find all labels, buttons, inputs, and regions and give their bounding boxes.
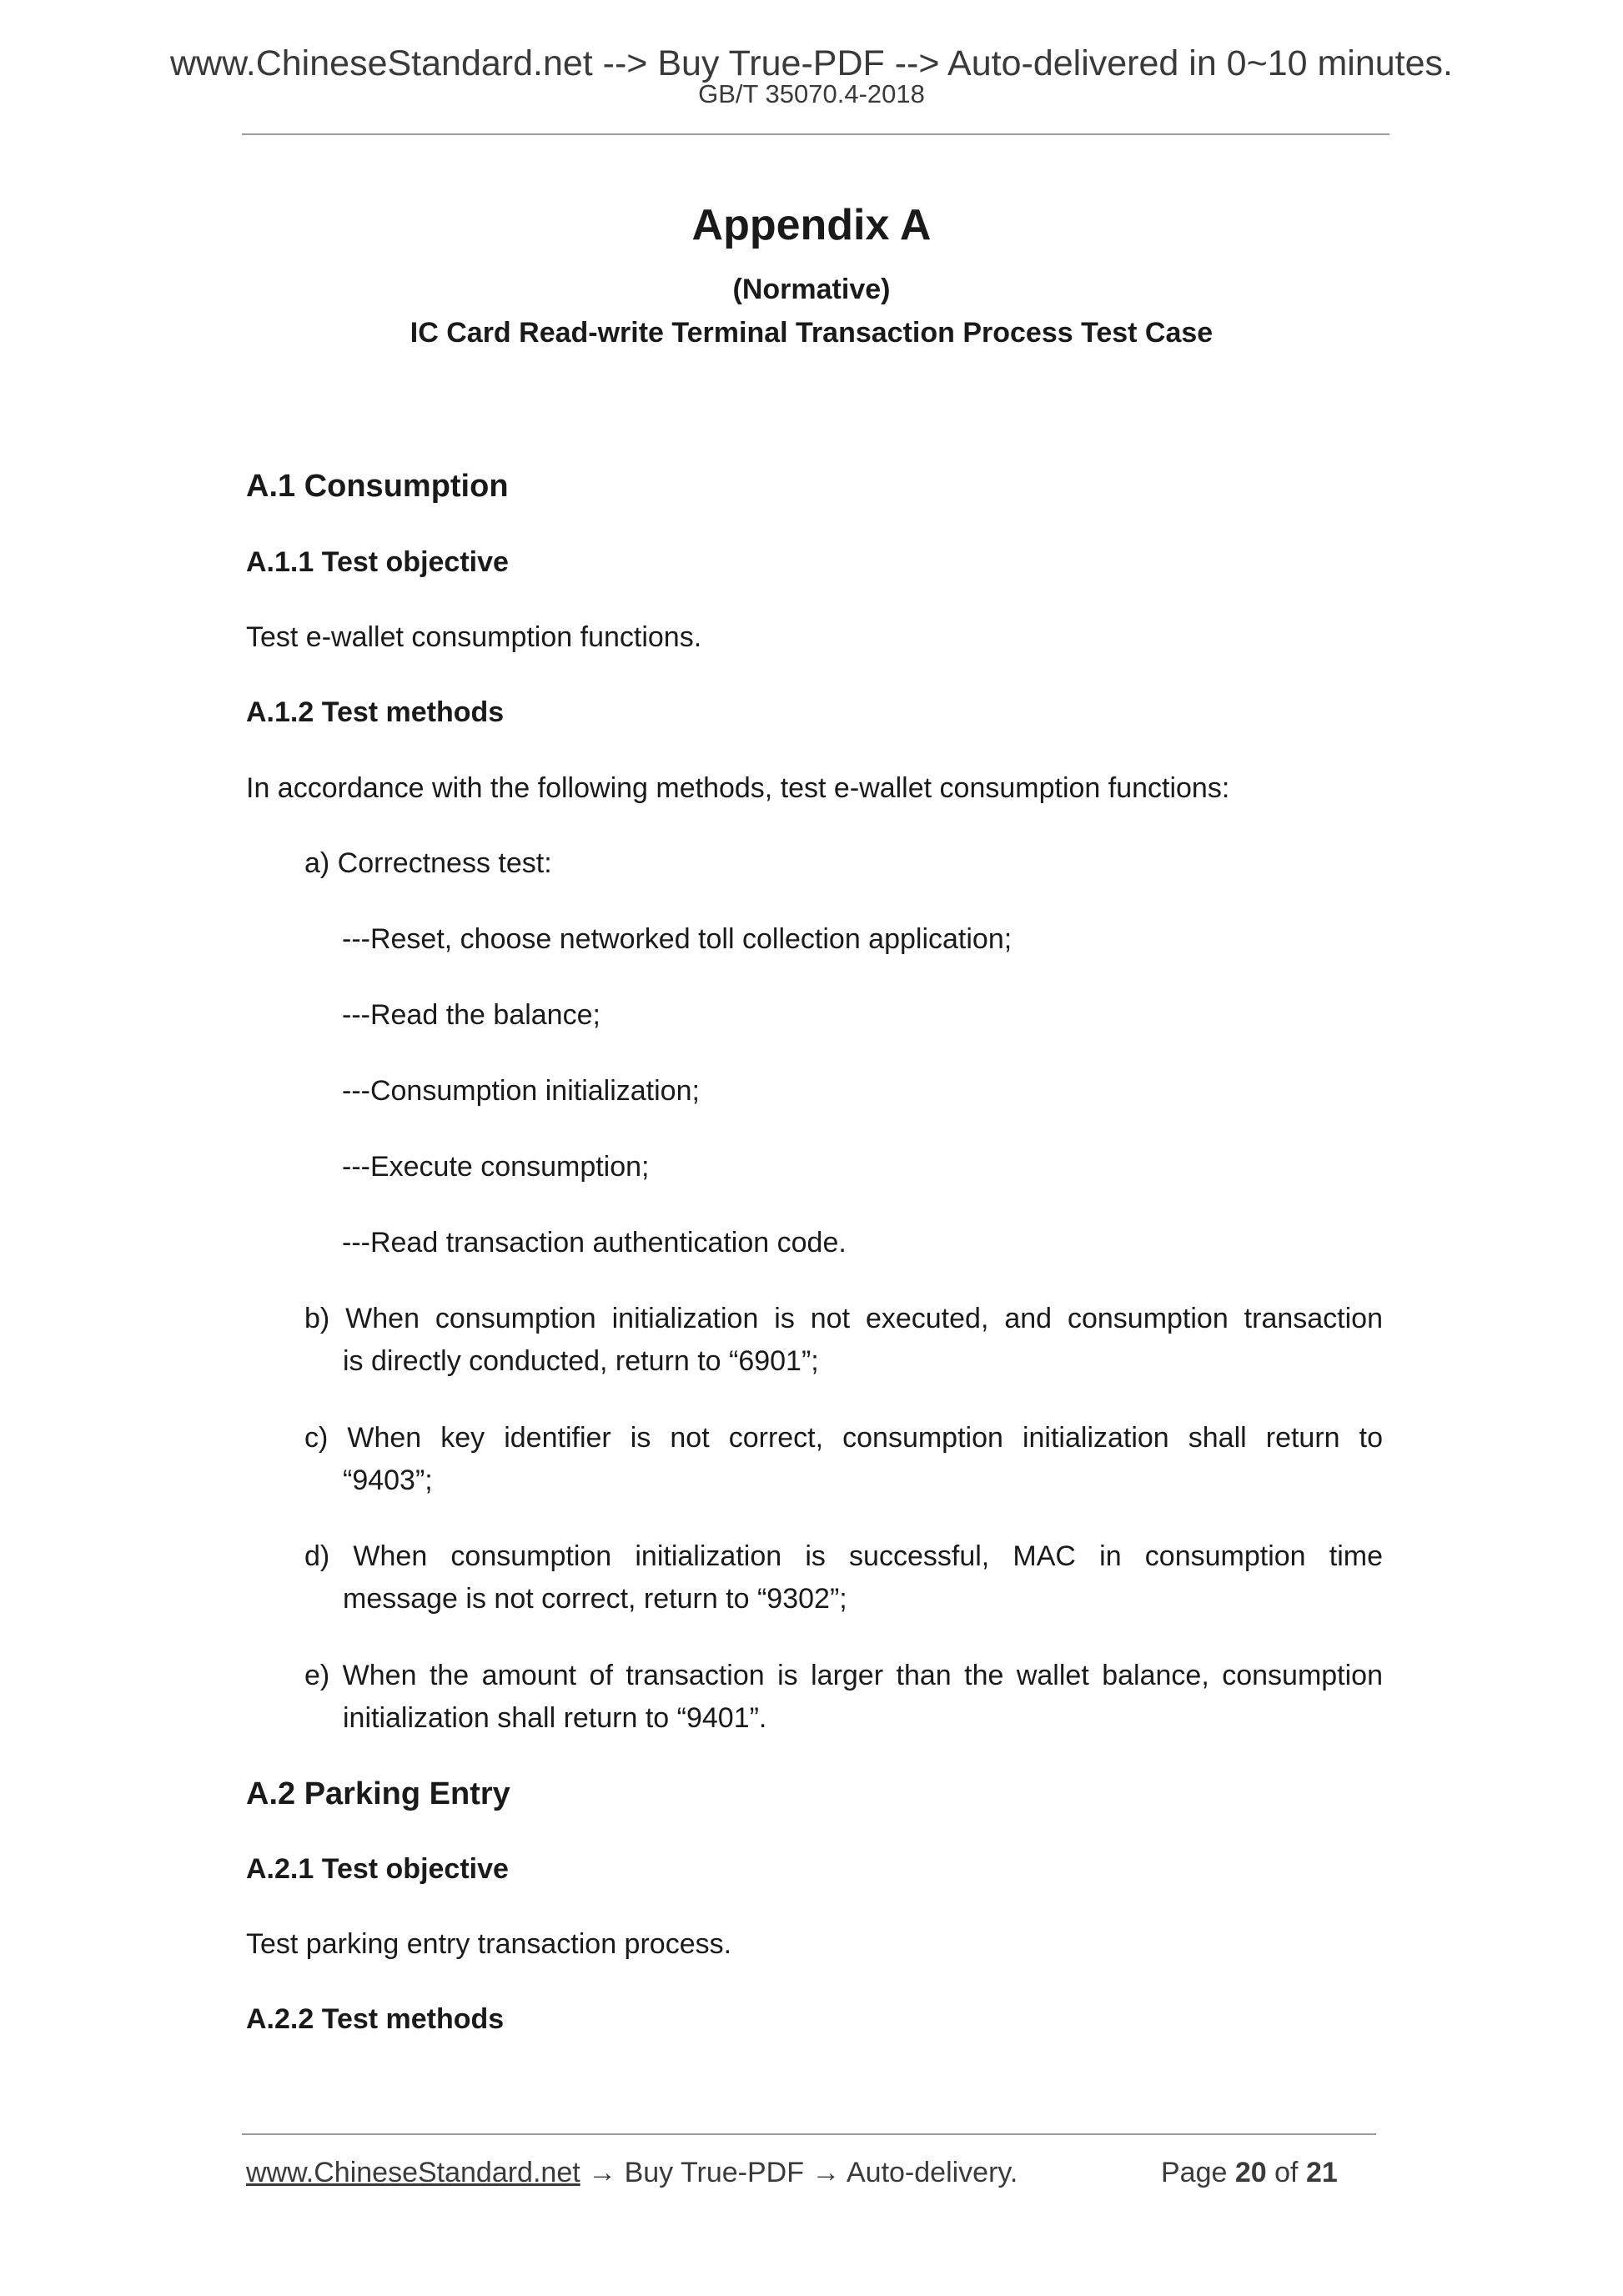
section-a1-1-text: Test e-wallet consumption functions. [246, 621, 702, 653]
list-item-c [304, 1417, 1383, 1502]
page-total: 21 [1305, 2157, 1338, 2188]
section-a2-2-heading: A.2.2 Test methods [246, 2003, 505, 2035]
section-a2-1-text: Test parking entry transaction process. [246, 1928, 732, 1960]
footer-divider [242, 2133, 1376, 2135]
footer-promo [246, 2157, 1018, 2189]
step-item: ---Read transaction authentication code. [342, 1227, 847, 1259]
list-item-b-line1: b) When consumption initialization is not executed, and consumption transaction [304, 1303, 1383, 1334]
section-a2-heading: A.2 Parking Entry [246, 1776, 510, 1811]
page-current: 20 [1234, 2157, 1267, 2188]
top-banner: www.ChineseStandard.net --> Buy True-PDF --> Auto-delivered in 0~10 minutes. [169, 43, 1453, 83]
list-item-e [304, 1655, 1383, 1740]
appendix-subtitle: IC Card Read-write Terminal Transaction Process Test Case [410, 317, 1213, 349]
page-indicator [1161, 2157, 1338, 2189]
page-label: Page [1161, 2157, 1228, 2188]
footer-link[interactable]: www.ChineseStandard.net [246, 2157, 580, 2188]
list-item-e-line1: e) When the amount of transaction is larger than the wallet balance, consumption [304, 1660, 1383, 1691]
list-item-c-line1: c) When key identifier is not correct, consumption initialization shall return to [304, 1422, 1383, 1454]
appendix-status: (Normative) [732, 274, 891, 305]
section-a1-1-heading: A.1.1 Test objective [246, 546, 509, 578]
step-item: ---Consumption initialization; [342, 1075, 700, 1107]
section-a1-heading: A.1 Consumption [246, 469, 509, 504]
appendix-title: Appendix A [691, 201, 932, 249]
list-item-d [304, 1535, 1383, 1620]
section-a2-1-heading: A.2.1 Test objective [246, 1853, 509, 1885]
standard-number: GB/T 35070.4-2018 [698, 79, 925, 108]
list-item-b [304, 1298, 1383, 1383]
of-label: of [1274, 2157, 1299, 2188]
list-item-d-line2: message is not correct, return to “9302”; [343, 1583, 847, 1615]
step-item: ---Execute consumption; [342, 1151, 650, 1183]
step-item: ---Reset, choose networked toll collection application; [342, 923, 1012, 955]
list-item-e-line2: initialization shall return to “9401”. [343, 1702, 767, 1734]
list-item-b-line2: is directly conducted, return to “6901”; [343, 1345, 819, 1377]
list-item-d-line1: d) When consumption initialization is successful, MAC in consumption time [304, 1540, 1383, 1572]
step-item: ---Read the balance; [342, 999, 600, 1031]
list-item-a: a) Correctness test: [304, 847, 552, 879]
footer-promo-text: → Buy True-PDF → Auto-delivery. [588, 2157, 1018, 2188]
header-divider [242, 133, 1389, 135]
section-a1-2-intro: In accordance with the following methods, test e-wallet consumption functions: [246, 772, 1230, 804]
list-item-c-line2: “9403”; [343, 1465, 433, 1496]
section-a1-2-heading: A.1.2 Test methods [246, 696, 505, 728]
